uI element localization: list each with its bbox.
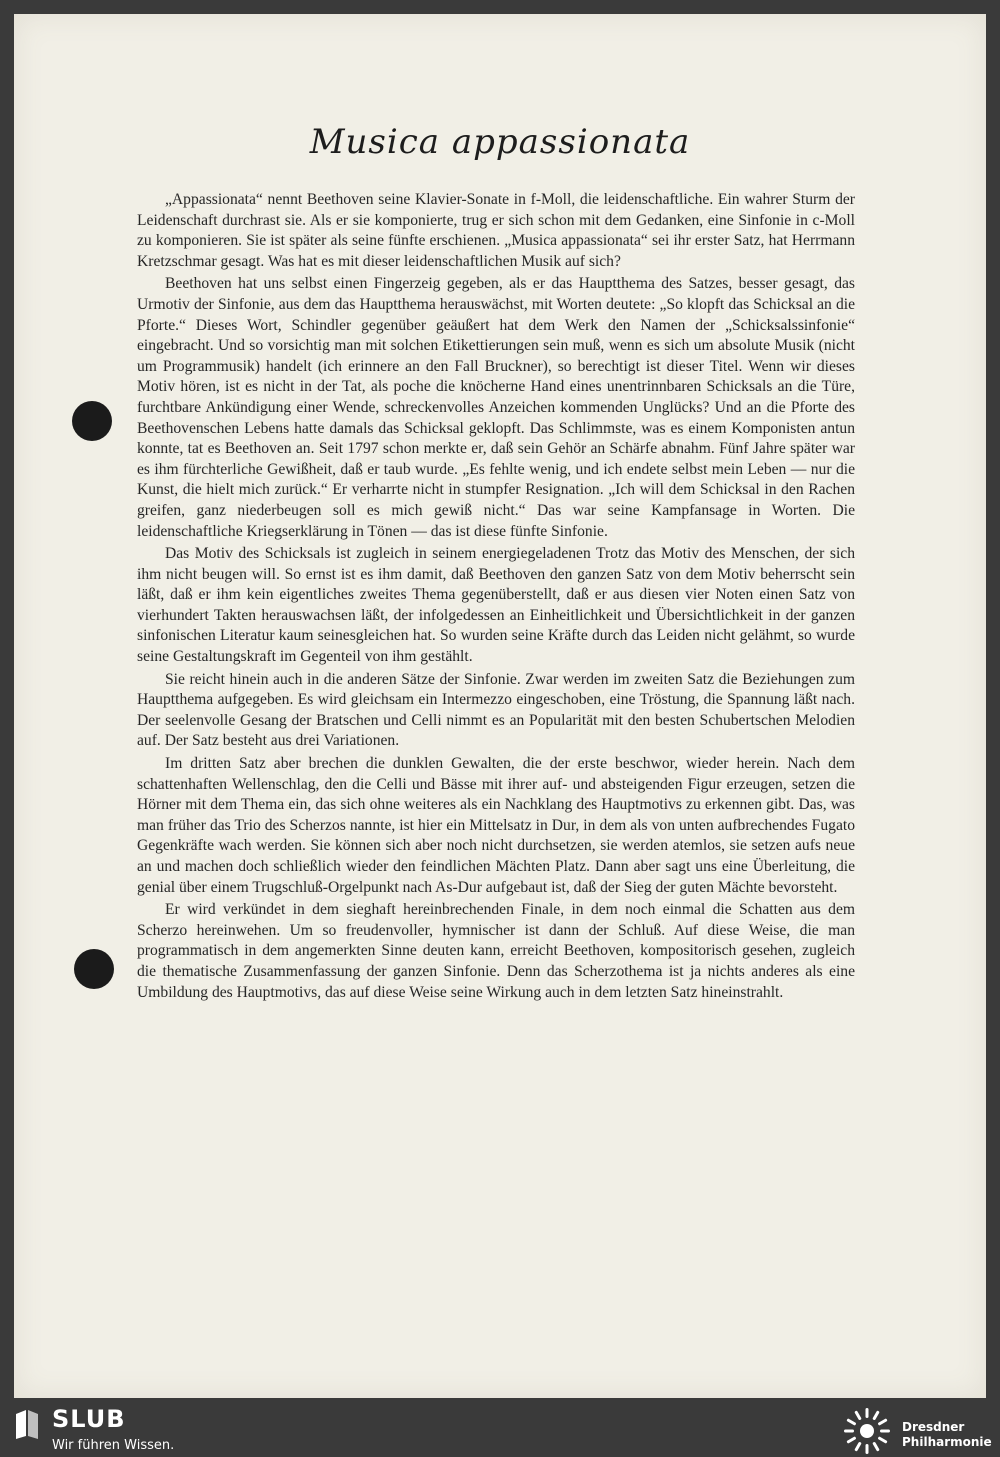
- partner-name-line1: Dresdner: [902, 1420, 965, 1434]
- footer-bar: [0, 1400, 1000, 1457]
- document-page: [14, 14, 986, 1398]
- slub-book-icon: [14, 1408, 40, 1440]
- page-title: Musica appassionata: [309, 122, 691, 162]
- slub-name[interactable]: SLUB: [52, 1405, 126, 1433]
- article-body: [137, 190, 855, 1005]
- paragraph: Sie reicht hinein auch in die anderen Sätze der Sinfonie. Zwar werden im zweiten Satz die Beziehungen zum Hauptthema aufgegeben. Es wird gleichsam ein Intermezzo eingeschoben, eine Tröstung, die Spannung läßt nach. Der seelenvolle Gesang der Bratschen und Celli nimmt es an Popularität mit den besten Schubertschen Melodien auf. Der Satz besteht aus drei Variationen.: [137, 670, 855, 750]
- paragraph: „Appassionata“ nennt Beethoven seine Klavier-Sonate in f-Moll, die leidenschaftliche. Ein wahrer Sturm der Leidenschaft durchrast sie. Als er sie komponierte, trug er sich schon mit dem Gedanken, eine Sinfonie in c-Moll zu komponieren. Sie ist später als seine fünfte erschienen. „Musica appassionata“ sei ihr erster Satz, hat Herrmann Kretzschmar gesagt. Was hat es mit dieser leidenschaftlichen Musik auf sich?: [137, 191, 855, 270]
- partner-name-line2: Philharmonie: [902, 1435, 992, 1449]
- paragraph: Beethoven hat uns selbst einen Fingerzeig gegeben, als er das Hauptthema des Satzes, besser gesagt, das Urmotiv der Sinfonie, aus dem das Hauptthema herauswächst, mit Worten deutete: „So klopft das Schicksal an die Pforte.“ Dieses Wort, Schindler gegenüber geäußert hat dem Werk den Namen der „Schicksalssinfonie“ eingebracht. Und so vorsichtig man mit solchen Etikettierungen sein muß, wenn es sich um absolute Musik (nicht um Programmusik) handelt (ich erinnere an den Fall Bruckner), so berechtigt ist dieser Titel. Wenn wir dieses Motiv hören, ist es nicht in der Tat, als poche die knöcherne Hand eines unentrinnbaren Schicksals an die Türe, furchtbare Ankündigung einer Wende, schreckenvolles Anzeichen kommenden Unglücks? Und an die Pforte des Beethovenschen Lebens hatte damals das Schicksal geklopft. Das Schlimmste, was es einem Komponisten antun konnte, tat es Beethoven an. Seit 1797 schon merkte er, daß sein Gehör an Schärfe abnahm. Fünf Jahre später war es ihm fürchterliche Gewißheit, daß er taub wurde. „Es fehlte wenig, und ich endete selbst mein Leben — nur die Kunst, die hielt mich zurück.“ Er verharrte nicht in stumpfer Resignation. „Ich will dem Schicksal in den Rachen greifen, ganz niederbeugen soll es mich gewiß nicht.“ Das war seine Kampfansage in Worten. Die leidenschaftliche Kriegserklärung in Tönen — das ist diese fünfte Sinfonie.: [137, 275, 855, 540]
- paragraph: Er wird verkündet in dem sieghaft hereinbrechenden Finale, in dem noch einmal die Schatten aus dem Scherzo hereinwehen. Um so freudenvoller, hymnischer ist dann der Schluß. Auf diese Weise, die man programmatisch in dem angemerkten Sinne deuten kann, erreicht Beethoven, kompositorisch gesehen, zugleich die thematische Zusammenfassung der ganzen Sinfonie. Denn das Scherzothema ist ja nichts anderes als eine Umbildung des Hauptmotivs, das auf diese Weise seine Wirkung auch in dem letzten Satz hineinstrahlt.: [137, 901, 855, 1001]
- punch-hole-bottom: [74, 949, 114, 989]
- punch-hole-top: [72, 401, 112, 441]
- paragraph: Im dritten Satz aber brechen die dunklen Gewalten, die der erste beschwor, wieder herein. Nach dem schattenhaften Wellenschlag, den die Celli und Bässe mit ihrer auf- und absteigenden Figur erzeugen, setzen die Hörner mit dem Thema ein, das sich ohne weiteres als ein Nachklang des Hauptmotivs zu erkennen gibt. Das, was man früher das Trio des Scherzos nannte, ist hier ein Mittelsatz in Dur, in dem als von unten aufbrechendes Fugato Gegenkräfte wach werden. Sie können sich aber noch nicht durchsetzen, sie werden atemlos, sie setzen aufs neue an und machen doch schließlich wieder den feindlichen Mächten Platz. Dann aber sagt uns eine Überleitung, die genial über einem Trugschluß-Orgelpunkt nach As-Dur aufgebaut ist, daß der Sieg der guten Mächte bevorsteht.: [137, 755, 855, 896]
- slub-tagline: Wir führen Wissen.: [52, 1438, 175, 1453]
- paragraph: Das Motiv des Schicksals ist zugleich in seinem energiegeladenen Trotz das Motiv des Menschen, der sich ihm nicht beugen will. So ernst ist es ihm damit, daß Beethoven den ganzen Satz von dem Motiv beherrscht sein läßt, daß er ihm kein eigentliches zweites Thema gegenüberstellt, daß er aus diesen vier Noten einen Satz von vierhundert Takten herauswachsen läßt, der infolgedessen an Einheitlichkeit und Übersichtlichkeit in der ganzen sinfonischen Literatur kaum seinesgleichen hat. So wurden seine Kräfte durch das Leiden nicht gelähmt, so wurde seine Gestaltungskraft im Gegenteil von ihm gestählt.: [137, 545, 855, 666]
- dresdner-philharmonie-logo-icon[interactable]: [842, 1406, 892, 1456]
